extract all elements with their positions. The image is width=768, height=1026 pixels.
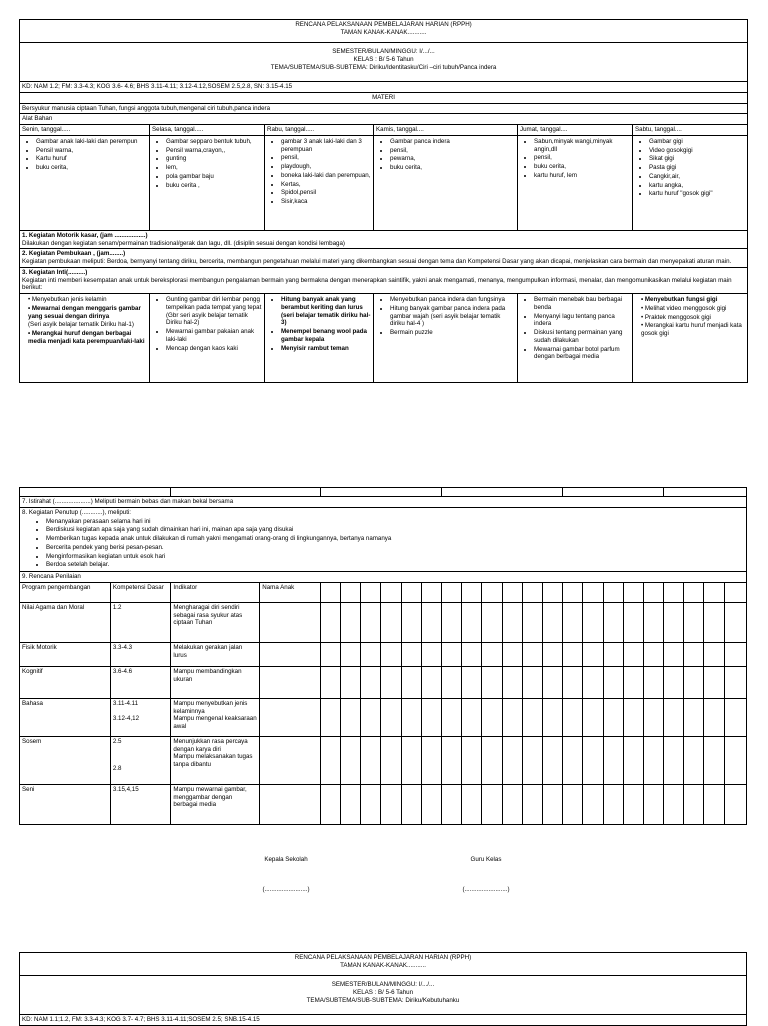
- list-item: • Merangkai huruf dengan berbagai media menjadi kata perempuan/laki-laki: [28, 330, 145, 345]
- list-item: • buku cerita,: [36, 164, 147, 172]
- list-item: • Menanyakan perasaan selama hari ini: [46, 518, 744, 526]
- list-item: • pensil,: [390, 147, 515, 155]
- materi-label: MATERI: [20, 92, 748, 103]
- day-materials: [374, 135, 518, 230]
- kd-text: KD: NAM 1.2; FM: 3.3-4.3; KOG 3.6- 4.6; BHS 3.11-4.11; 3.12-4.12,SOSEM 2.5,2.8, SN: 3.15-4.15: [20, 82, 748, 93]
- table-row: Kognitif 3.6-4.6 Mampu membandingkan ukuran: [20, 666, 747, 698]
- list-item: • Bermain puzzle: [390, 329, 515, 337]
- list-item: • pola gambar baju: [166, 173, 262, 181]
- kd-text: KD: NAM 1.1;1.2, FM: 3.3-4.3; KOG 3.7- 4.7; BHS 3.11-4.11;SOSEM 2.5; SNB.15-4.15: [20, 1015, 747, 1026]
- list-item: • buku cerita,: [534, 163, 630, 171]
- kegiatan-1-text: Dilakukan dengan kegiatan senam/permainan tradisional/gerak dan lagu, dll. (disiplin sesuai dengan kondisi lembaga): [22, 239, 345, 247]
- table-row: Fisik Motorik 3.3-4.3 Melakukan gerakan jalan lurus: [20, 642, 747, 666]
- day-header: Selasa, tanggal.....: [150, 125, 265, 136]
- kegiatan-1-title: 1. Kegiatan Motorik kasar, (jam ..................): [22, 231, 148, 239]
- school-name: TAMAN KANAK-KANAK...........: [340, 28, 427, 36]
- day-header: Senin, tanggal.....: [20, 125, 150, 136]
- kegiatan-2: [20, 249, 748, 268]
- guru-label: Guru Kelas: [470, 856, 502, 863]
- spacer-cell: [20, 488, 171, 497]
- day-header: Kamis, tanggal....: [374, 125, 518, 136]
- kegiatan-8: [20, 507, 747, 571]
- list-item: • Hitung banyak gambar panca indera pada gambar wajah (seri asyik belajar tematik diriku hal-4 ): [390, 305, 515, 328]
- list-item: • Mewarnai gambar botol parfum dengan berbagai media: [534, 346, 630, 362]
- semester-text: SEMESTER/BULAN/MINGGU: I/.../...: [332, 48, 435, 55]
- kepala-blank: (.........................): [262, 885, 310, 893]
- list-item: • gunting: [166, 155, 262, 163]
- kegiatan-2-title: 2. Kegiatan Pembukaan , (jam........): [22, 250, 126, 258]
- list-item: • buku cerita,: [390, 164, 515, 172]
- inti-cell: [20, 294, 150, 383]
- tema-text: TEMA/SUBTEMA/SUB-SUBTEMA: Diriku/Identitasku/Ciri –ciri tubuh/Panca indera: [270, 63, 497, 71]
- list-item: • Pensil warna,: [36, 147, 147, 155]
- list-item: • pensil,: [534, 154, 630, 162]
- list-item: • Gunting gambar diri lembar pengg tempelkan pada tempat yang tepat (Gbr seri asyik belajar tematik Diriku hal-2): [166, 296, 262, 327]
- list-item: • pewarna,: [390, 155, 515, 163]
- list-item: (Seri asyik belajar tematik Diriku hal-1): [28, 321, 134, 329]
- spacer-cell: [320, 488, 441, 497]
- spacer-cell: [563, 488, 664, 497]
- day-materials: [265, 135, 374, 230]
- list-item: • Menyebutkan jenis kelamin: [28, 296, 107, 303]
- list-item: • Hitung banyak anak yang berambut keriting dan lurus (seri belajar tematik diriku hal-3): [281, 296, 371, 327]
- day-materials: [150, 135, 265, 230]
- list-item: • Gambar anak laki-laki dan perempun: [36, 138, 147, 146]
- spacer-cell: [664, 488, 747, 497]
- inti-cell: [150, 294, 265, 383]
- table-row: Sosem 2.5 2.8 Menunjukkan rasa percaya dengan karya diri Mampu melaksanakan tugas tanpa dibantu: [20, 736, 747, 784]
- spacer-cell: [441, 488, 562, 497]
- list-item: • Gambar panca indera: [390, 138, 515, 146]
- guru-blank: (.........................): [462, 885, 510, 893]
- inti-cell: [374, 294, 518, 383]
- kegiatan-7: 7. Istirahat (.....................) Meliputi bermain bebas dan makan bekal bersama: [20, 497, 747, 508]
- list-item: • Menyisir rambut teman: [281, 345, 371, 353]
- list-item: • Menyebutkan panca indera dan fungsinya: [390, 296, 515, 304]
- semester-text: SEMESTER/BULAN/MINGGU: I/.../...: [331, 981, 435, 988]
- list-item: • Menyanyi lagu tentang panca indera: [534, 313, 630, 329]
- list-item: • gambar 3 anak laki-laki dan 3 perempuan: [281, 138, 371, 154]
- col-header: Kompetensi Dasar: [110, 582, 171, 602]
- list-item: • Kertas,: [281, 181, 371, 189]
- list-item: • pensil,: [281, 154, 371, 162]
- header-cell: [20, 953, 747, 976]
- list-item: • Menginformasikan kegiatan untuk esok hari: [46, 553, 744, 561]
- inti-cell: [633, 294, 748, 383]
- list-item: • Gambar sepparo bentuk tubuh,: [166, 138, 262, 146]
- list-item: • Mewarnai gambar pakaian anak laki-laki: [166, 328, 262, 344]
- kelas-text: KELAS : B/ 5-6 Tahun: [352, 988, 414, 996]
- kegiatan-3-text: Kegiatan inti memberi kesempatan anak untuk bereksplorasi membangun pengalaman bermain yang bermakna dengan menerapkan saintifik, yakni anak mengamati, menanya, mengumpulkan informasi, menalar, dan mengomunikasikan melalui kegiatan main berikut:: [22, 276, 732, 292]
- day-header: Rabu, tanggal.....: [265, 125, 374, 136]
- tema-text: TEMA/SUBTEMA/SUB-SUBTEMA: Diriku/Kebutuhanku: [306, 996, 460, 1004]
- kegiatan-9-title: 9. Rencana Penilaian: [20, 572, 747, 583]
- list-item: • Mewarnai dengan menggaris gambar yang sesuai dengan dirinya: [28, 304, 141, 320]
- rpph-title: RENCANA PELAKSANAAN PEMBELAJARAN HARIAN (RPPH): [295, 21, 472, 28]
- kegiatan-1: [20, 230, 748, 249]
- list-item: • Pensil warna,crayon,,: [166, 147, 262, 155]
- col-header: Indikator: [171, 582, 260, 602]
- kegiatan-3: [20, 267, 748, 293]
- list-item: • Praktek menggosok gigi: [641, 313, 711, 321]
- rpph-penilaian-table: [19, 487, 747, 825]
- list-item: • Sikat gigi: [649, 155, 745, 163]
- day-header: Sabtu, tanggal....: [633, 125, 748, 136]
- inti-cell: [265, 294, 374, 383]
- list-item: • buku cerita ,: [166, 182, 262, 190]
- list-item: • Merangkai kartu huruf menjadi kata gosok gigi: [641, 322, 742, 337]
- materi-text: Bersyukur manusia ciptaan Tuhan, fungsi anggota tubuh,mengenal ciri tubuh,panca indera: [20, 103, 748, 114]
- table-row: Bahasa 3.11-4.11 3.12-4,12 Mampu menyebutkan jenis kelaminnya Mampu mengenal keaksaraan awal: [20, 698, 747, 736]
- list-item: • Berdiskusi kegiatan apa saja yang sudah dimainkan hari ini, mainan apa saja yang disukai: [46, 526, 744, 534]
- kelas-text: KELAS : B/ 5-6 Tahun: [353, 55, 414, 63]
- list-item: • kartu huruf, lem: [534, 172, 630, 180]
- rpph-title: RENCANA PELAKSANAAN PEMBELAJARAN HARIAN (RPPH): [294, 954, 472, 961]
- day-materials: [633, 135, 748, 230]
- list-item: • lem,: [166, 164, 262, 172]
- list-item: • Sisir,kaca: [281, 198, 371, 206]
- kegiatan-2-text: Kegiatan pembukaan meliputi: Berdoa, bernyanyi tentang diriku, bercerita, membangun pengetahuan melalui materi yang dikembangkan sesuai dengan tema dan Kompetensi Dasar yang akan dicapai, menjelaskan cara bermain dan menyepakati aturan main.: [22, 258, 732, 265]
- list-item: • playdough,: [281, 163, 371, 171]
- list-item: • Diskusi tentang permainan yang sudah dilakukan: [534, 329, 630, 345]
- semester-cell: [20, 976, 747, 1015]
- list-item: • Bermain menebak bau berbagai benda: [534, 296, 630, 312]
- list-item: • Cangkir,air,: [649, 173, 745, 181]
- kepala-label: Kepala Sekolah: [264, 856, 308, 863]
- day-materials: [518, 135, 633, 230]
- list-item: • Berdoa setelah belajar.: [46, 561, 744, 569]
- list-item: • Bercerita pendek yang berisi pesan-pesan.: [46, 544, 744, 552]
- table-row: Seni 3.15,4,15 Mampu mewarnai gambar, menggambar dengan berbagai media: [20, 784, 747, 824]
- day-header: Jumat, tanggal....: [518, 125, 633, 136]
- col-header: Nama Anak: [260, 582, 321, 602]
- list-item: • Menyebutkan fungsi gigi: [641, 296, 718, 303]
- kegiatan-8-title: 8. Kegiatan Penutup (............), meliputi:: [22, 508, 132, 516]
- col-header: Program pengembangan: [20, 582, 111, 602]
- kegiatan-3-title: 3. Kegiatan Inti(..........): [22, 268, 88, 276]
- rpph-top-table: [19, 19, 748, 383]
- list-item: • kartu angka,: [649, 182, 745, 190]
- list-item: • Sabun,minyak wangi,minyak angin,dll: [534, 138, 630, 154]
- table-row: Nilai Agama dan Moral 1.2 Mengharagai diri sendiri sebagai rasa syukur atas ciptaan Tuhan: [20, 602, 747, 642]
- list-item: • Kartu huruf: [36, 155, 147, 163]
- list-item: • Spidol,pensil: [281, 189, 371, 197]
- signature-kepala: [226, 856, 346, 894]
- list-item: • Melihat video menggosok gigi: [641, 304, 727, 312]
- list-item: • kartu huruf "gosok gigi": [649, 190, 745, 198]
- day-materials: [20, 135, 150, 230]
- school-name: TAMAN KANAK-KANAK...........: [340, 961, 426, 969]
- semester-cell: [20, 43, 748, 82]
- header-cell: [20, 20, 748, 43]
- spacer-cell: [171, 488, 320, 497]
- inti-cell: [518, 294, 633, 383]
- list-item: • Mencap dengan kaos kaki: [166, 345, 262, 353]
- rpph-second-header: [19, 952, 747, 1026]
- signature-guru: [426, 856, 546, 894]
- alat-bahan-label: Alat Bahan: [20, 114, 748, 125]
- list-item: • Video gosokgigi: [649, 147, 745, 155]
- list-item: • Pasta gigi: [649, 164, 745, 172]
- list-item: • Menempel benang wool pada gambar kepala: [281, 328, 371, 344]
- list-item: • Gambar gigi: [649, 138, 745, 146]
- list-item: • Memberikan tugas kepada anak untuk dilakukan di rumah yakni mengamati orang-orang di lingkungannya, bertanya namanya: [46, 535, 744, 543]
- list-item: • boneka laki-laki dan perempuan,: [281, 172, 371, 180]
